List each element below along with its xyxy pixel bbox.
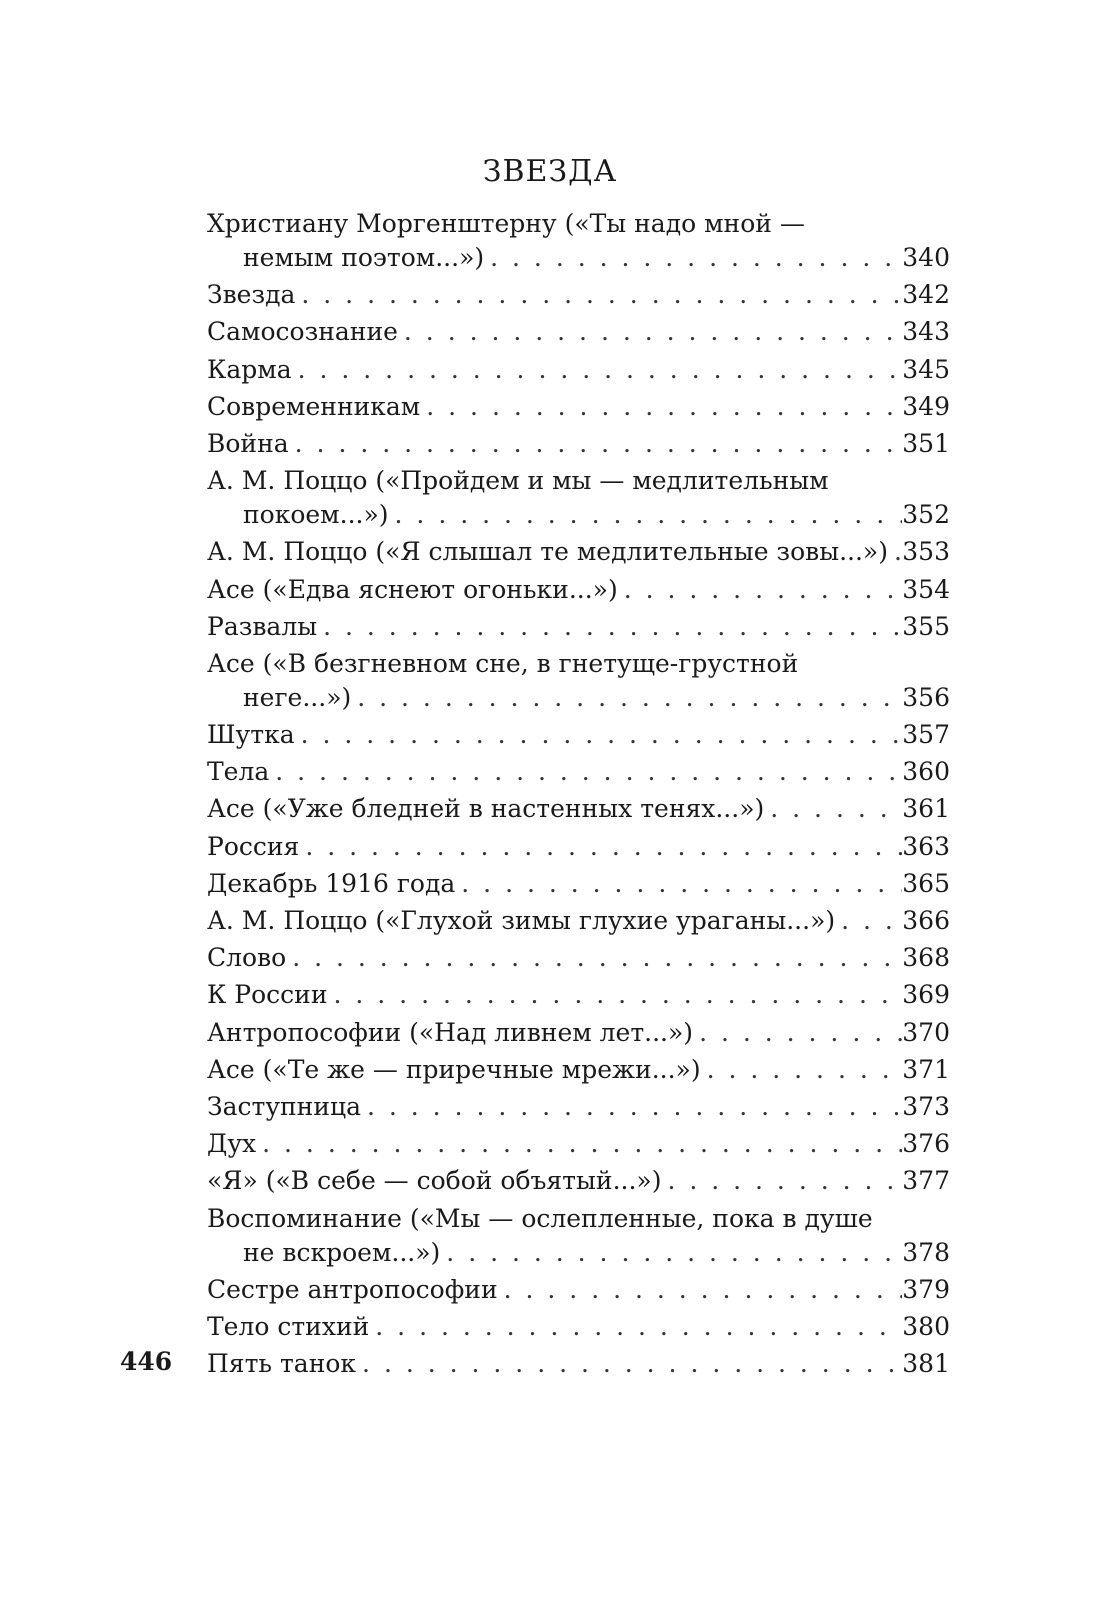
toc-entry (207, 939, 950, 976)
toc-entry-title: Дух (207, 1129, 257, 1159)
toc-entry (207, 313, 950, 350)
toc-entry-page: 354 (902, 574, 950, 604)
toc-entry-page: 351 (902, 428, 950, 458)
toc-entry-row (207, 1271, 950, 1308)
toc-entry-page: 380 (902, 1311, 950, 1341)
toc-entry-page: 368 (902, 943, 950, 973)
toc-entry (207, 1200, 950, 1271)
toc-entry-title-line: А. М. Поццо («Пройдем и мы — медлительным (207, 466, 829, 496)
dot-leader (701, 1051, 903, 1088)
toc-entry (207, 645, 950, 716)
toc-entry-title: Декабрь 1916 года (207, 868, 456, 898)
toc-entry-page: 342 (902, 280, 950, 310)
toc-entry-row (207, 388, 950, 425)
toc-entry-page: 369 (902, 980, 950, 1010)
toc-entry-title: Россия (207, 831, 300, 861)
toc-entry (207, 462, 950, 533)
toc-entry-title: Заступница (207, 1091, 361, 1121)
toc-entry-row (207, 533, 950, 570)
toc-entry-title: неге...») (243, 682, 352, 712)
toc-entry-row (207, 679, 950, 716)
toc-entry-row (207, 1125, 950, 1162)
dot-leader (356, 1345, 902, 1382)
toc-entry-row (207, 239, 950, 276)
toc-entry (207, 716, 950, 753)
toc-entry (207, 753, 950, 790)
toc-entry (207, 608, 950, 645)
dot-leader (256, 1125, 902, 1162)
toc-entry-title: не вскроем...») (243, 1237, 441, 1267)
dot-leader (618, 571, 903, 608)
dot-leader (389, 496, 903, 533)
toc-entry-title: Самосознание (207, 317, 398, 347)
toc-entry-title: Война (207, 428, 289, 458)
toc-entry (207, 571, 950, 608)
toc-entry (207, 1271, 950, 1308)
dot-leader (299, 828, 902, 865)
toc-entry-page: 349 (902, 391, 950, 421)
toc-entry (207, 1051, 950, 1088)
toc-entry (207, 902, 950, 939)
toc-entry-page: 345 (902, 354, 950, 384)
toc-entry-title: Асе («Едва яснеют огоньки...») (207, 574, 618, 604)
toc-entry-title: Развалы (207, 611, 318, 641)
toc-entry-page: 370 (902, 1017, 950, 1047)
dot-leader (295, 716, 903, 753)
dot-leader (888, 533, 902, 570)
toc-entry-title: покоем...») (243, 500, 389, 530)
dot-leader (289, 425, 903, 462)
toc-entry-title: Антропософии («Над ливнем лет...») (207, 1017, 694, 1047)
toc-entry-title: Современникам (207, 391, 421, 421)
dot-leader (484, 239, 902, 276)
toc-entry-title: Пять танок (207, 1349, 357, 1379)
dot-leader (269, 753, 902, 790)
dot-leader (351, 679, 902, 716)
toc-entry-page: 363 (902, 831, 950, 861)
toc-entry-page: 366 (902, 906, 950, 935)
toc-entry-title: Карма (207, 354, 292, 384)
toc-entry-row (207, 1051, 950, 1088)
toc-entry-row (207, 939, 950, 976)
toc-entry-row (207, 790, 950, 827)
toc-entry (207, 1345, 950, 1382)
toc-entry (207, 1014, 950, 1051)
toc-entry-row (207, 716, 950, 753)
dot-leader (328, 976, 903, 1013)
toc-entry-page: 365 (902, 868, 950, 898)
dot-leader (420, 388, 902, 425)
toc-entry-row (207, 902, 950, 939)
toc-entry-title: К России (207, 980, 328, 1010)
dot-leader (455, 865, 902, 902)
toc-entry-row (207, 1234, 950, 1271)
dot-leader (369, 1308, 902, 1345)
toc-entry (207, 425, 950, 462)
toc-entry (207, 1162, 950, 1199)
toc-entry-row (207, 425, 950, 462)
dot-leader (286, 939, 902, 976)
toc-entry (207, 1088, 950, 1125)
toc-entry-page: 343 (902, 317, 950, 347)
toc-entry-title: Сестре антропософии (207, 1274, 498, 1304)
toc-entry (207, 388, 950, 425)
dot-leader (398, 313, 902, 350)
page-number: 446 (120, 1347, 173, 1376)
toc-entry (207, 276, 950, 313)
toc-entry-row (207, 865, 950, 902)
toc-entry-row (207, 1014, 950, 1051)
toc-entry-page: 357 (902, 720, 950, 750)
toc-entry-page: 381 (902, 1349, 950, 1379)
toc-entry-title: А. М. Поццо («Глухой зимы глухие ураганы...») (207, 906, 836, 935)
toc-entry-page: 376 (902, 1129, 950, 1159)
table-of-contents (207, 205, 950, 1382)
toc-entry-page: 356 (902, 682, 950, 712)
toc-entry-page: 373 (902, 1091, 950, 1121)
dot-leader (295, 276, 902, 313)
toc-entry-title: Слово (207, 943, 287, 973)
dot-leader (361, 1088, 902, 1125)
toc-entry (207, 1125, 950, 1162)
toc-entry-title: Шутка (207, 720, 295, 750)
toc-entry-page: 355 (902, 611, 950, 641)
toc-entry-title-line: Христиану Моргенштерну («Ты надо мной — (207, 209, 805, 238)
toc-entry-row (207, 753, 950, 790)
toc-entry-row (207, 608, 950, 645)
toc-entry-page: 371 (902, 1054, 950, 1084)
toc-entry-title-line: Воспоминание («Мы — ослепленные, пока в душе (207, 1203, 873, 1233)
toc-entry-row (207, 1308, 950, 1345)
toc-entry-row (207, 1162, 950, 1199)
dot-leader (292, 351, 903, 388)
toc-entry-page: 378 (902, 1237, 950, 1267)
toc-entry (207, 828, 950, 865)
toc-entry-page: 353 (902, 537, 950, 567)
toc-entry-title: немым поэтом...») (243, 243, 485, 272)
toc-entry-title: Тела (207, 757, 270, 787)
toc-entry-title: Асе («Уже бледней в настенных тенях...») (207, 794, 765, 824)
dot-leader (693, 1014, 902, 1051)
toc-entry-title-line: Асе («В безгневном сне, в гнетуще-грустной (207, 648, 799, 678)
toc-entry (207, 790, 950, 827)
toc-entry-row (207, 276, 950, 313)
toc-entry (207, 533, 950, 570)
toc-entry-page: 360 (902, 757, 950, 787)
dot-leader (317, 608, 902, 645)
toc-entry-page: 377 (902, 1166, 950, 1196)
toc-entry (207, 1308, 950, 1345)
toc-entry-title: А. М. Поццо («Я слышал те медлительные зовы...») (207, 537, 888, 567)
toc-entry-row (207, 828, 950, 865)
toc-entry-title: Асе («Те же — приречные мрежи...») (207, 1054, 701, 1084)
toc-entry (207, 865, 950, 902)
section-heading: ЗВЕЗДА (482, 154, 618, 189)
toc-entry-page: 340 (902, 243, 950, 272)
toc-entry-row (207, 1345, 950, 1382)
toc-entry (207, 976, 950, 1013)
dot-leader (835, 902, 902, 939)
toc-entry-page: 361 (902, 794, 950, 824)
toc-entry-row (207, 1088, 950, 1125)
toc-entry-row (207, 571, 950, 608)
dot-leader (661, 1162, 902, 1199)
toc-entry (207, 351, 950, 388)
toc-entry-row (207, 313, 950, 350)
toc-entry-row (207, 351, 950, 388)
dot-leader (764, 790, 902, 827)
dot-leader (498, 1271, 903, 1308)
dot-leader (440, 1234, 902, 1271)
toc-entry-page: 379 (902, 1274, 950, 1304)
toc-entry-title: Звезда (207, 280, 296, 310)
toc-entry-title: «Я» («В себе — собой объятый...») (207, 1166, 662, 1196)
toc-entry-row (207, 976, 950, 1013)
toc-entry-row (207, 496, 950, 533)
toc-entry-title: Тело стихий (207, 1311, 370, 1341)
toc-entry-page: 352 (902, 500, 950, 530)
toc-entry (207, 205, 950, 276)
